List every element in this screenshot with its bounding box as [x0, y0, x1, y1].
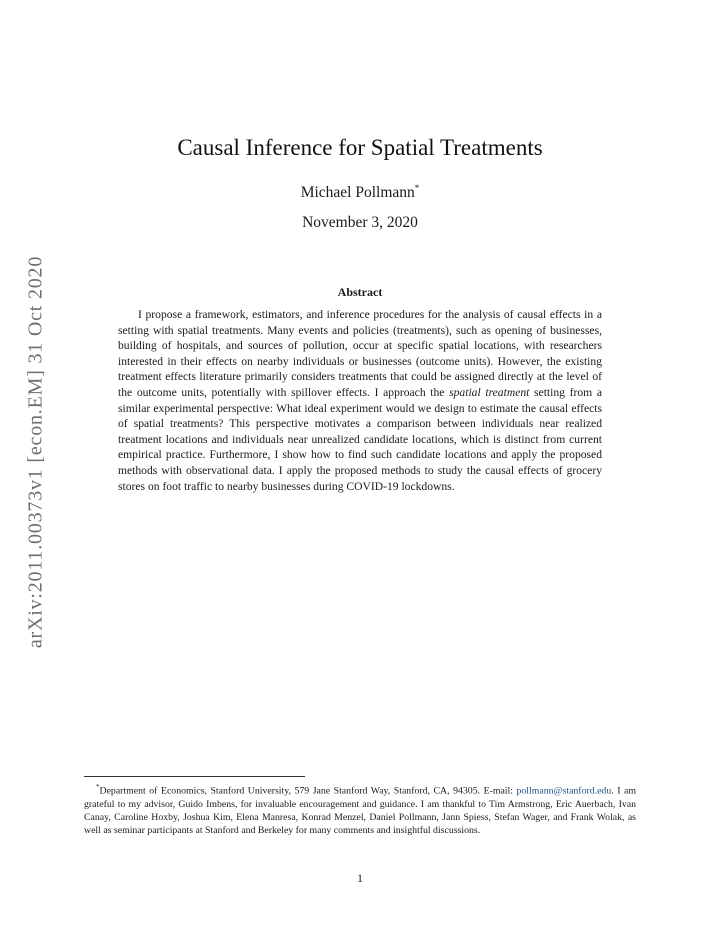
- abstract-body: [118, 307, 602, 494]
- author-line: [0, 183, 720, 202]
- paper-title: Causal Inference for Spatial Treatments: [177, 135, 543, 160]
- author-footnote-marker[interactable]: *: [414, 183, 420, 193]
- abstract-text-part-1: I propose a framework, estimators, and inference procedures for the analysis of causal effects in a setting with spatial treatments. Many events and policies (treatments), such as opening of businesses, building of hospitals, and sources of pollution, occur at specific spatial locations, with researchers interested in their effects on nearby individuals or businesses (outcome units). However, the existing treatment effects literature primarily considers treatments that could be assigned directly at the level of the outcome units, potentially with spillover effects. I approach the: [118, 308, 602, 399]
- footnote-text-part-2: . I am grateful to my advisor, Guido Imbens, for invaluable encouragement and guidance. I am thankful to Tim Armstrong, Eric Auerbach, Ivan Canay, Caroline Hoxby, Joshua Kim, Elena Manresa, Konrad Menzel, Daniel Pollmann, Jann Spiess, Stefan Wager, and Frank Wolak, as well as seminar participants at Stanford and Berkeley for many comments and insightful discussions.: [84, 785, 636, 837]
- abstract-emphasis: spatial treatment: [449, 385, 530, 399]
- abstract-heading: Abstract: [337, 285, 383, 299]
- footnote: [84, 781, 636, 837]
- paper-date: November 3, 2020: [302, 214, 418, 231]
- footnote-text-part-1: Department of Economics, Stanford University, 579 Jane Stanford Way, Stanford, CA, 94305. E-mail:: [99, 785, 517, 797]
- abstract-text-part-2: setting from a similar experimental perspective: What ideal experiment would we design to estimate the causal effects of spatial treatments? This perspective motivates a comparison between individuals near realized treatment locations and individuals near unrealized candidate locations, which is distinct from current empirical practice. Furthermore, I show how to find such candidate locations and apply the proposed methods with observational data. I apply the proposed methods to study the causal effects of grocery stores on foot traffic to nearby businesses during COVID-19 lockdowns.: [118, 385, 602, 493]
- arxiv-identifier-stamp: arXiv:2011.00373v1 [econ.EM] 31 Oct 2020: [24, 255, 47, 649]
- footnote-marker: *: [96, 783, 100, 791]
- author-name: Michael Pollmann: [300, 184, 415, 202]
- page-number: 1: [357, 871, 363, 885]
- author-email-link[interactable]: pollmann@stanford.edu: [516, 785, 612, 797]
- footnote-separator: [84, 776, 305, 777]
